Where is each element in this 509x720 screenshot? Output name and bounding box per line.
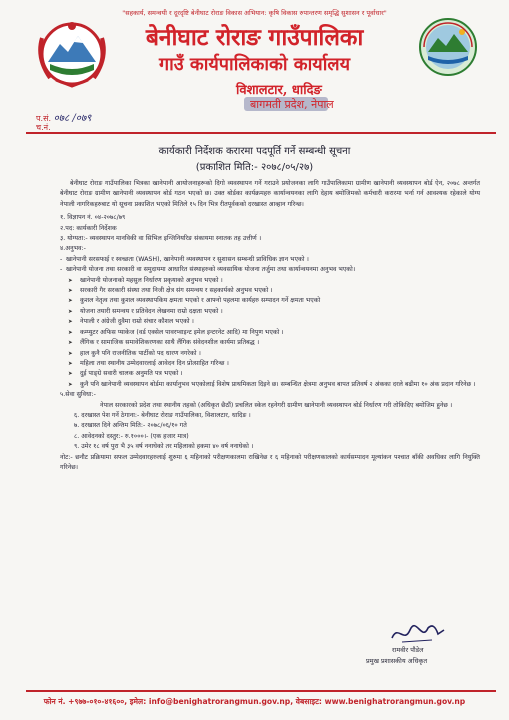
requirement-item: ➤ महिला तथा स्थानीय उम्मेदवारलाई आवेदन दिन प्रोत्साहित गरिन्छ । [60,359,480,369]
ref-number-label: प.सं. [36,114,52,123]
requirement-item: ➤ खानेपानी योजनाको महसुल निर्धारण प्रकृयाको अनुभव भएको । [60,276,480,286]
header-divider [26,132,496,134]
footer-divider [26,690,496,692]
signatory-name: रामवीर पौडेल [392,646,424,654]
slogan: "सहकार्य, समन्वयी र दूरदृष्टि बेनीघाट रोराङ विकास अभियान: कृषि विकास रुपान्तरण समृद्धि सुशासन र पूर्वाधार" [122,9,387,17]
province-line: बागमती प्रदेश, नेपाल [250,98,334,111]
requirement-item: ➤ कम्प्युटर अफिस प्याकेज (वर्ड एक्सेल पावरप्वाइन्ट इमेल इन्टरनेट आदि) मा निपुण भएको । [60,328,480,338]
footer-contact: फोन नं. +९७७-०१०-४१६००, इमेल: info@benighatrorangmun.gov.np, वेबसाइट: www.benighatrorangmun.gov.np [43,697,466,706]
qualification-line: ३. योग्यता:- व्यवस्थापन मानविकी वा सिभिल इन्जिनियरिङ संकायमा स्नातक तह उत्तीर्ण । [60,235,262,243]
office-address: विशालटार, धादिङ [236,83,322,98]
experience-line: - खानेपानी योजना तथा सरकारी वा समुदायमा आधारित संस्थाहरुको व्यवसायिक योजना तर्जुमा तथा कार्यान्वयनमा अनुभव भएको। [60,265,480,275]
notice-body [60,179,480,473]
notice-title: कार्यकारी निर्देशक करारमा पदपूर्ति गर्ने सम्बन्धी सूचना [158,146,351,157]
office-name: गाउँ कार्यपालिकाको कार्यालय [158,54,351,75]
dispatch-number-label: च.नं. [36,123,51,132]
experience-line: - खानेपानी सरसफाई र स्वच्छता (WASH), खानेपानी व्यवस्थापन र सुशासन सम्बन्धी प्राविधिक ज्ञान भएको । [60,255,480,265]
requirement-item: ➤ कुशल नेतृत्व तथा कुशल व्यवस्थापकिय क्षमता भएको र आफ्नो पहलमा कार्यहरु सम्पादन गर्ने क्षमता भएको [60,296,480,306]
requirement-item: ➤ लैंगिक र सामाजिक समावेशिकरणका साथै लैंगिक संवेदनशील कार्यमा प्रतिबद्ध । [60,338,480,348]
experience-heading: ४.अनुभव:- [60,245,86,253]
requirement-item: ➤ सरकारी गैर सरकारी संस्था तथा निजी क्षेत्र संग समन्वय र सहकार्यको अनुभव भएको । [60,286,480,296]
requirement-item: ➤ योजना तयारी समन्वय र प्रतिवेदन लेखनमा राम्रो दक्षता भएको । [60,307,480,317]
post-line: २.पद: कार्यकारी निर्देशक [60,224,117,232]
facility-heading: ५.सेवा सुविधा:- [60,391,96,399]
note-paragraph: नोट:- छनौट प्रक्रियामा सफल उम्मेदवारहरुलाई शुरुमा ६ महिनाको परीक्षणकालमा राखिनेछ र ६ महिनाको परीक्षणकालको कार्यसम्पादन मूल्यांकन पश्चात बाँकी अवधिका लागि नियुक्ति गरिनेछ। [60,453,480,471]
application-deadline: ७. दरखास्त दिने अन्तिम मिति:- २०७८/०६/१० गते [74,422,187,430]
intro-paragraph: बेनीघाट रोराङ गाउँपालिका भित्रका खानेपानी आयोजनाहरूको दिगो व्यवस्थापन गर्ने गराउने प्रयोजनका लागि गाउँपालिकामा ग्रामीण खानेपानी व्यवस्थापन बोर्ड ऐन, २०७८ अन्तर्गत बेनीघाट रोराङ ग्रामीण खानेपानी व्यवस्थापन बोर्ड गठन भएको छ। उक्त बोर्डका कार्यक्रमहरु कार्यान्वयनका लागि देहाय बमोजिमको कर्मचारी करारमा भर्ना गर्न आवश्यक रहेकाले योग्य नेपाली नागरिकहरुबाट यो सूचना प्रकाशित भएको मितिले १५ दिन भित्र रीतपूर्वकको दरखास्त आव्हान गरिन्छ। [60,180,480,208]
application-fee: ८. आवेदनको दस्तुर:- रु.१०००।- (एक हजार मात्र) [74,432,189,440]
requirement-item: ➤ कुनै पनि खानेपानी व्यवस्थापन बोर्डमा कार्यानुभव भएकोलाई विशेष प्राथमिकता दिइने छ। सम्बन्धित क्षेत्रमा अनुभव बापत प्रतिवर्ष २ अंकका दरले बढीमा १० अंक प्रदान गरिनेछ । [60,380,480,390]
ref-number-value: ०७८ /०७९ [53,113,92,124]
age-requirement: ९. उमेर १८ वर्ष पुरा भै ३५ वर्ष ननाघेको तर महिलाको हकमा ४० वर्ष ननाघेको । [74,443,254,451]
municipality-name: बेनीघाट रोराङ गाउँपालिका [145,24,364,51]
requirement-item: ➤ हाल कुनै पनि राजनीतिक पार्टीको पद धारण नगरेको । [60,349,480,359]
signatory-title: प्रमुख प्रशासकीय अधिकृत [366,657,428,665]
requirement-item: ➤ दुई पाङ्ग्रे सवारी चालक अनुमति पत्र भएको । [60,369,480,379]
advertisement-number: १. विज्ञापन नं. ०४-२०७८/७९ [60,214,126,222]
application-address: ६. दरखास्त पेश गर्ने ठेगाना:- बेनीघाट रोराङ गाउँपालिका, विशालटार, धादिङ । [74,411,251,419]
facility-paragraph: नेपाल सरकारको प्रदेश तथा स्थानीय तहको (अधिकृत छैठौं) प्रचलित स्केल रहनेगरी ग्रामीण खानेपानी व्यवस्थापन बोर्ड निर्धारण गरी तोकिदिए बमोजिम हुनेछ । [100,401,453,409]
notice-publish-date: (प्रकाशित मिति:- २०७८/०५/२७) [195,162,314,173]
signature-mark [388,620,448,646]
requirement-item: ➤ नेपाली र अंग्रेजी दुवैमा राम्रो संचार कौशल भएको । [60,317,480,327]
